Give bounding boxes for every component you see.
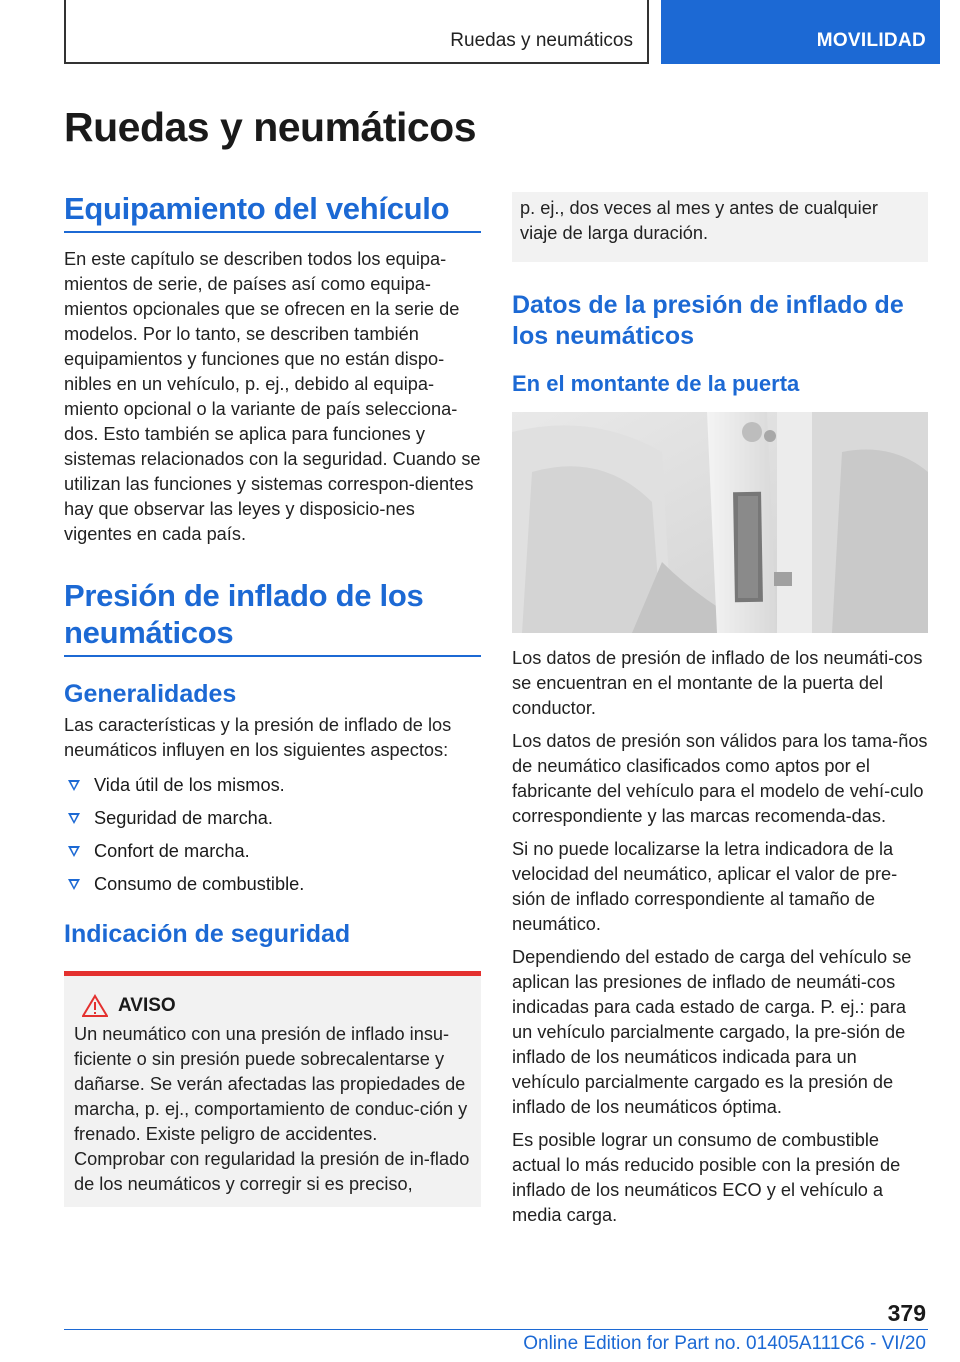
right-column xyxy=(512,192,928,1228)
heading-presion: Presión de inflado de los neumáticos xyxy=(64,577,481,657)
list-item: Seguridad de marcha. xyxy=(64,806,481,831)
header-section-title: Ruedas y neumáticos xyxy=(450,30,633,51)
door-pillar-illustration xyxy=(512,412,928,633)
triangle-bullet-icon xyxy=(68,879,80,890)
paragraph-ubicacion: Los datos de presión de inflado de los neumáti-cos se encuentran en el montante de la puerta del conductor. xyxy=(512,648,923,718)
paragraph-eco: Es posible lograr un consumo de combustible actual lo más reducido posible con la presión de inflado de los neumáticos ECO y el vehículo a media carga. xyxy=(512,1130,901,1225)
heading-equipamiento: Equipamiento del vehículo xyxy=(64,190,481,233)
footer-divider xyxy=(64,1329,928,1330)
header-chapter-label: MOVILIDAD xyxy=(816,30,926,51)
paragraph-velocidad: Si no puede localizarse la letra indicadora de la velocidad del neumático, aplicar el valor de pre-sión de inflado correspondiente al tamaño de neumático. xyxy=(512,839,898,934)
paragraph-generalidades: Las características y la presión de inflado de los neumáticos influyen en los siguientes aspectos: xyxy=(64,715,452,760)
header-section-box xyxy=(64,0,649,64)
door-pillar-photo xyxy=(512,412,928,633)
warning-continuation-text: p. ej., dos veces al mes y antes de cualquier viaje de larga duración. xyxy=(520,198,878,243)
heading-montante: En el montante de la puerta xyxy=(512,371,800,396)
warning-box xyxy=(64,971,481,1207)
page-number: 379 xyxy=(887,1300,926,1326)
warning-triangle-icon xyxy=(82,994,108,1018)
triangle-bullet-icon xyxy=(68,780,80,791)
header-chapter-tab xyxy=(661,0,940,64)
heading-seguridad: Indicación de seguridad xyxy=(64,920,351,948)
aspects-list xyxy=(64,773,481,897)
warning-title: AVISO xyxy=(118,995,176,1016)
warning-header xyxy=(82,994,471,1018)
triangle-bullet-icon xyxy=(68,846,80,857)
footer-edition: Online Edition for Part no. 01405A111C6 - VI/20 xyxy=(523,1333,926,1354)
paragraph-equipamiento: En este capítulo se describen todos los equipa-mientos de serie, de países así como equipa-mientos opcionales que se ofrecen en la serie de modelos. Por lo tanto, se describen también equipamientos y funciones que no están dispo-nibles en un vehículo, p. ej., debido al equipa-miento opcional o la variante de país selecciona-dos. Esto también se aplica para funciones y sistemas relacionados con la seguridad. Cuando se utilizan las funciones y sistemas correspon-dientes hay que observar las leyes y disposicio-nes vigentes en cada país. xyxy=(64,249,481,544)
triangle-bullet-icon xyxy=(68,813,80,824)
list-item: Consumo de combustible. xyxy=(64,872,481,897)
warning-continuation xyxy=(512,192,928,262)
heading-generalidades: Generalidades xyxy=(64,680,237,708)
page-title: Ruedas y neumáticos xyxy=(64,104,477,150)
heading-datos-presion: Datos de la presión de inflado de los neumáticos xyxy=(512,291,904,350)
paragraph-validez: Los datos de presión son válidos para los tama-ños de neumático clasificados como aptos por el fabricante del vehículo para el modelo de vehí-culo correspondiente y las marcas recomenda-das. xyxy=(512,731,928,826)
left-column xyxy=(64,190,481,1207)
list-item: Confort de marcha. xyxy=(64,839,481,864)
list-item: Vida útil de los mismos. xyxy=(64,773,481,798)
warning-text: Un neumático con una presión de inflado insu-ficiente o sin presión puede sobrecalentarse y dañarse. Se verán afectadas las propiedades de marcha, p. ej., comportamiento de conduc-ción y frenado. Existe peligro de accidentes. Comprobar con regularidad la presión de in-flado de los neumáticos y corregir si es preciso, xyxy=(74,1024,470,1194)
paragraph-carga: Dependiendo del estado de carga del vehículo se aplican las presiones de inflado de neumáti-cos indicadas para cada estado de carga. P. ej.: para un vehículo parcialmente cargado, la pre-sión de inflado de los neumáticos indicada para un vehículo parcialmente cargado es la presión de inflado de los neumáticos óptima. xyxy=(512,947,912,1117)
page-header xyxy=(0,0,960,64)
